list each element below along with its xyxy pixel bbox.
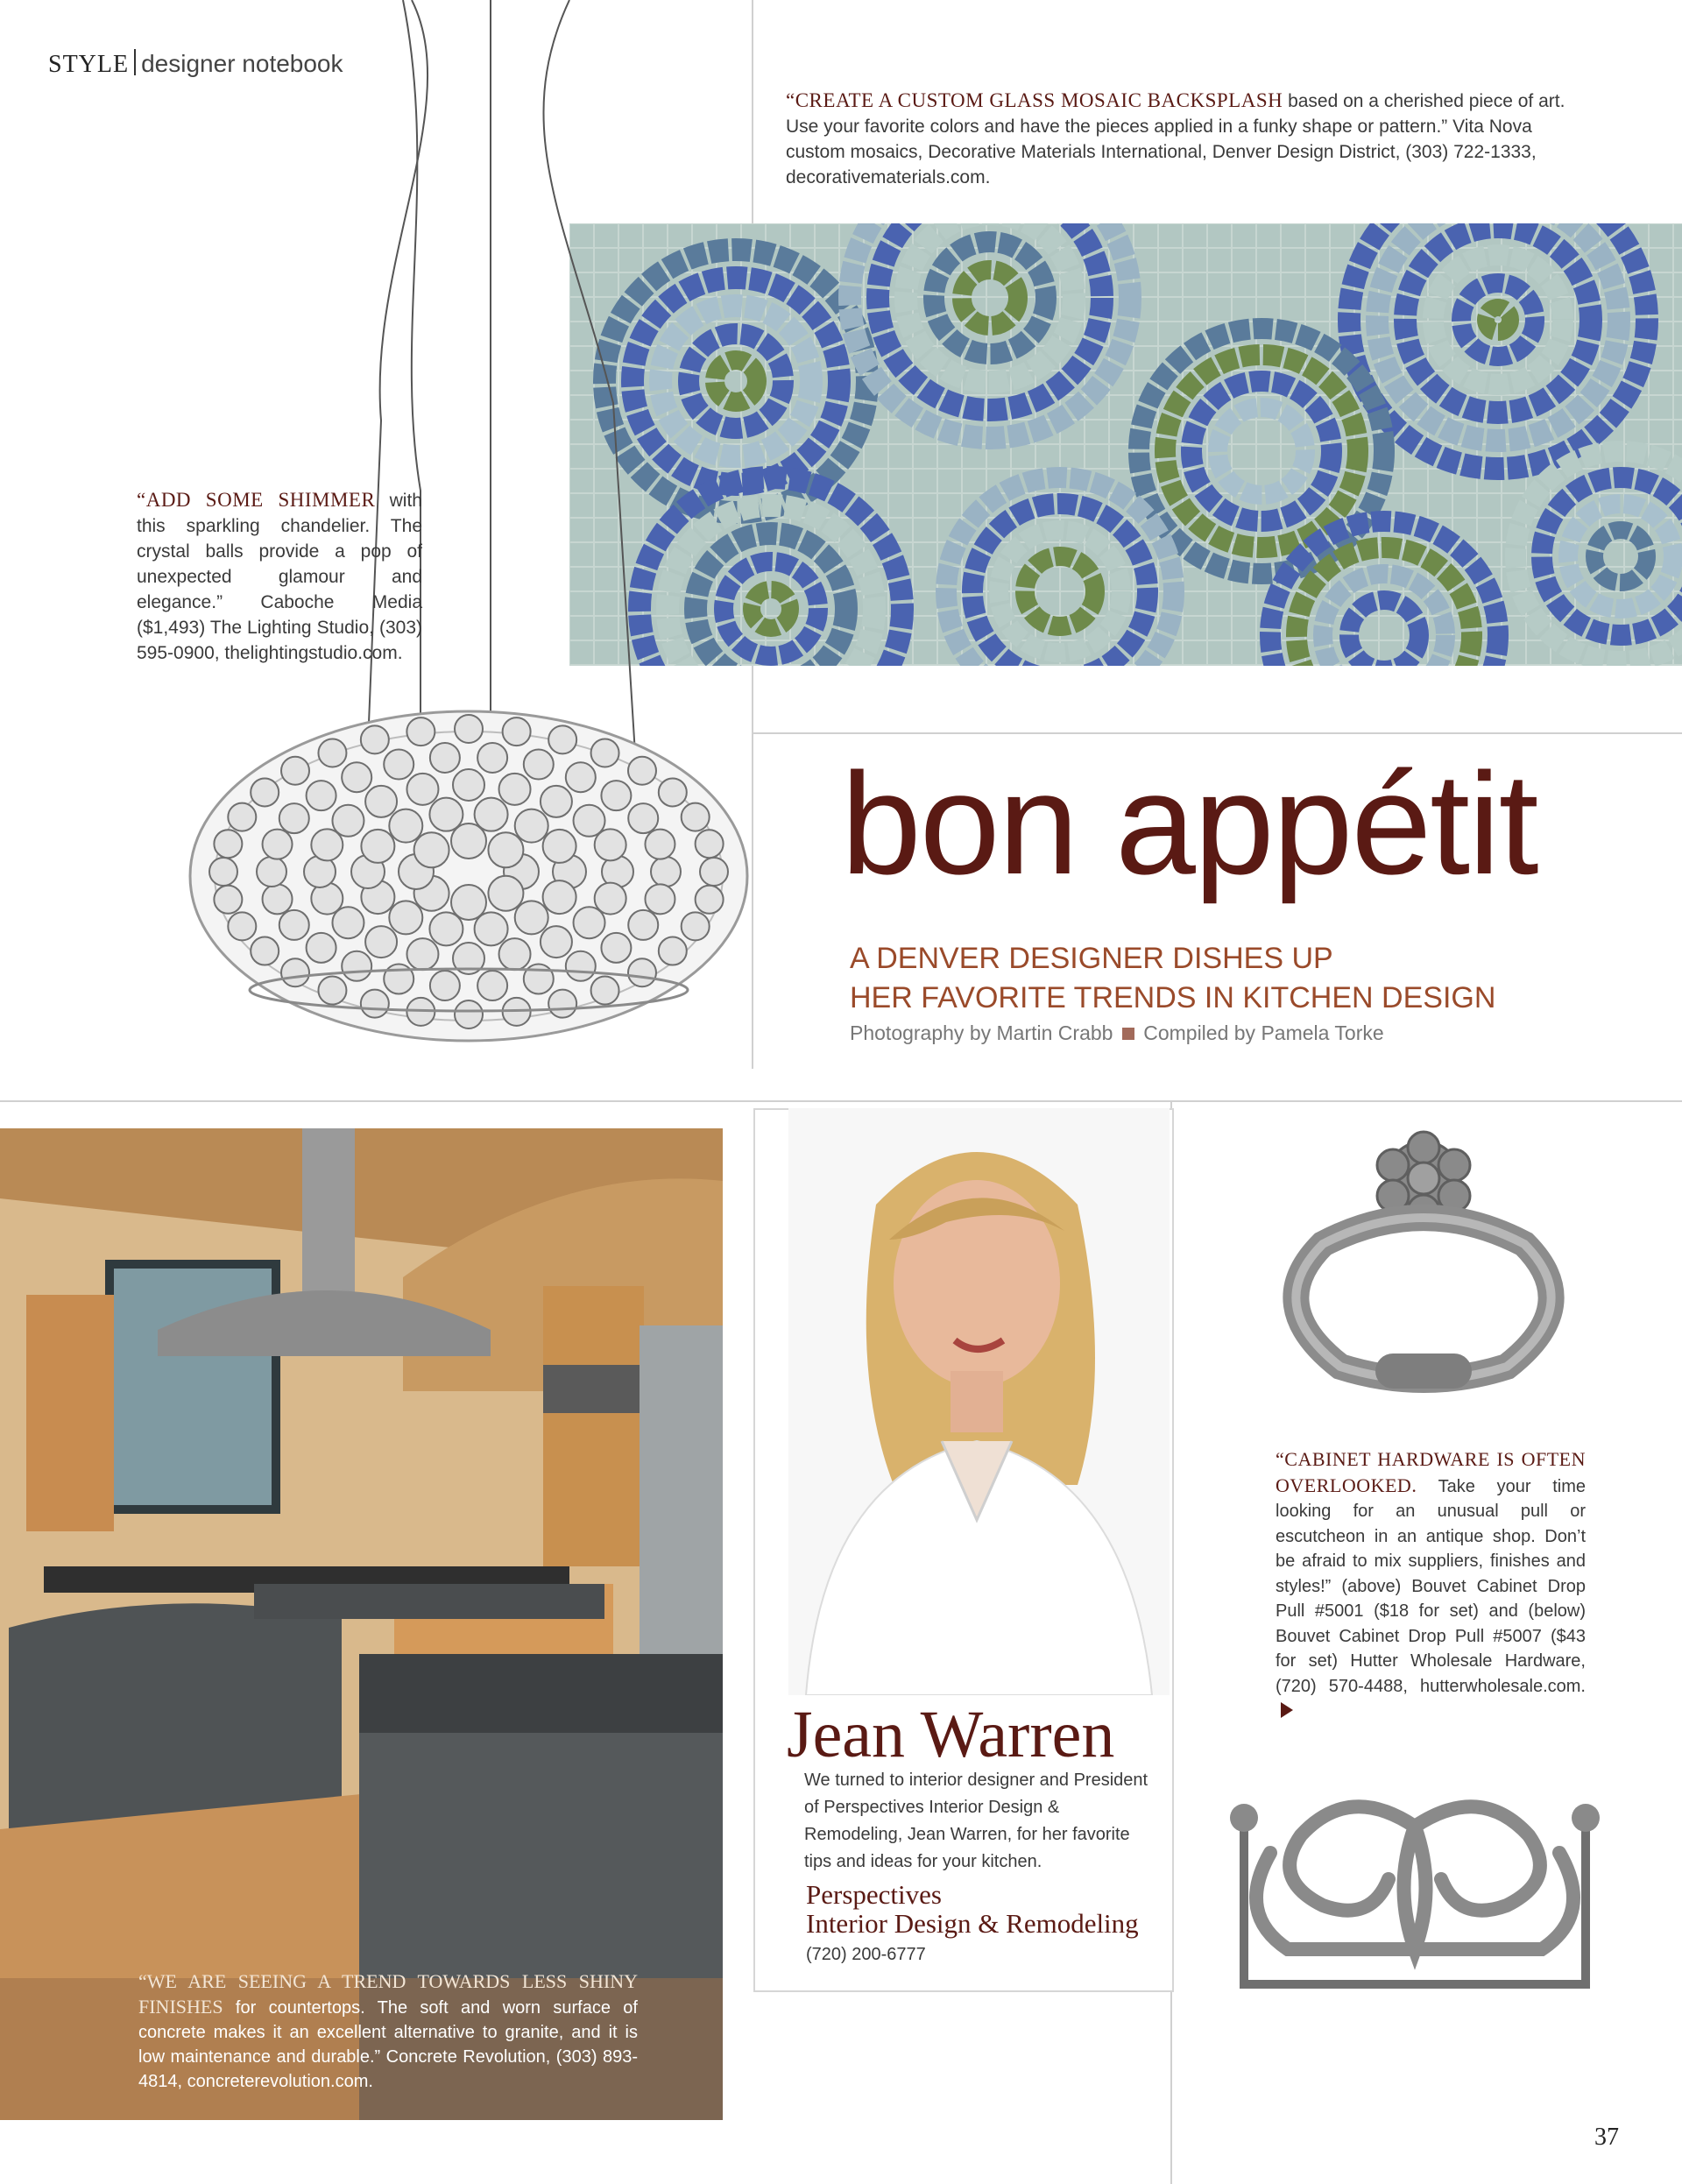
- crystal-ball: [700, 858, 728, 886]
- page-number: 37: [1594, 2124, 1619, 2151]
- crystal-ball: [499, 774, 531, 805]
- crystal-ball: [477, 971, 507, 1000]
- section-header: [48, 49, 343, 79]
- chandelier-caption: [137, 487, 422, 666]
- crystal-ball: [342, 951, 371, 981]
- crystal-ball: [541, 786, 572, 817]
- crystal-ball: [228, 803, 256, 831]
- crystal-ball: [406, 938, 438, 970]
- crystal-ball: [628, 958, 656, 986]
- crystal-ball: [524, 750, 554, 780]
- crystal-ball: [318, 739, 346, 767]
- deck-line-2: HER FAVORITE TRENDS IN KITCHEN DESIGN: [850, 981, 1496, 1014]
- crystal-ball: [453, 769, 484, 801]
- crystal-ball: [214, 830, 242, 858]
- crystal-ball: [548, 725, 576, 753]
- crystal-ball: [488, 832, 523, 867]
- mosaic-caption-lead: “CREATE A CUSTOM GLASS MOSAIC BACKSPLASH: [786, 89, 1283, 111]
- crystal-ball: [342, 762, 371, 792]
- crystal-ball: [541, 926, 572, 958]
- photo-credit: Photography by Martin Crabb: [850, 1021, 1113, 1044]
- mosaic-backsplash-image: [569, 223, 1682, 666]
- crystal-ball: [281, 757, 309, 785]
- hardware-caption-text: Take your time looking for an unusual pull or escutcheon in an antique shop. Don’t be afraid to mix suppliers, finishes and styles!” (above) Bouvet Cabinet Drop Pull #5001 ($18 for set) and (below) Bouvet Cabinet Drop Pull #5007 ($43 for set) Hutter Wholesale Hardware, (720) 570-4488, hutterwholesale.com.: [1276, 1476, 1586, 1696]
- crystal-ball: [477, 743, 507, 773]
- crystal-ball: [515, 809, 548, 843]
- drop-pull-5001-image: [1244, 1130, 1603, 1445]
- header-divider: [134, 49, 136, 75]
- crystal-ball: [591, 739, 619, 767]
- crystal-ball: [257, 857, 286, 887]
- crystal-ball: [645, 884, 675, 914]
- divider-title-top: [752, 732, 1682, 734]
- divider-top-vertical: [752, 0, 753, 223]
- crystal-ball: [307, 781, 336, 810]
- crystal-ball: [332, 805, 364, 837]
- crystal-ball: [475, 912, 508, 945]
- kitchen-caption-lead: “WE ARE SEEING A TREND TOWARDS LESS SHINY FINISHES: [138, 1970, 638, 2018]
- crystal-ball: [574, 907, 605, 938]
- chandelier-caption-lead: “ADD SOME SHIMMER: [137, 489, 376, 511]
- crystal-ball: [430, 743, 460, 773]
- designer-phone: (720) 200-6777: [806, 1945, 926, 1964]
- article-title: bon appétit: [841, 743, 1537, 904]
- crystal-ball: [548, 990, 576, 1018]
- hardware-caption: [1276, 1447, 1586, 1724]
- compiled-credit: Compiled by Pamela Torke: [1143, 1021, 1384, 1044]
- crystal-ball: [251, 778, 279, 806]
- company-line-2: Interior Design & Remodeling: [806, 1908, 1139, 1939]
- divider-lower: [0, 1100, 1682, 1102]
- crystal-ball: [651, 857, 681, 887]
- subsection-label: designer notebook: [141, 50, 343, 77]
- crystal-ball: [430, 971, 460, 1000]
- crystal-ball: [361, 725, 389, 753]
- drop-pull-5007-image: [1218, 1774, 1612, 2006]
- crystal-ball: [228, 912, 256, 940]
- article-deck: [850, 939, 1495, 1018]
- kitchen-caption-text: for countertops. The soft and worn surface of concrete makes it an excellent alternative to granite, and it is low maintenance and durable.” Concrete Revolution, (303) 893-4814, concreterevolution.com.: [138, 1998, 638, 2091]
- crystal-ball: [279, 910, 309, 940]
- crystal-ball: [455, 715, 483, 743]
- crystal-ball: [628, 803, 658, 833]
- crystal-ball: [279, 803, 309, 833]
- crystal-ball: [628, 910, 658, 940]
- deck-line-1: A DENVER DESIGNER DISHES UP: [850, 942, 1333, 975]
- crystal-ball: [696, 830, 724, 858]
- crystal-ball: [601, 781, 631, 810]
- crystal-ball: [414, 832, 449, 867]
- designer-portrait-photo: [788, 1108, 1170, 1695]
- mosaic-caption: [786, 88, 1574, 190]
- crystal-ball: [566, 951, 596, 981]
- crystal-ball: [455, 1000, 483, 1028]
- crystal-ball: [515, 901, 548, 934]
- crystal-ball: [628, 757, 656, 785]
- company-line-1: Perspectives: [806, 1879, 942, 1910]
- crystal-ball: [209, 858, 237, 886]
- crystal-ball: [361, 990, 389, 1018]
- crystal-ball: [543, 830, 576, 863]
- crystal-ball: [281, 958, 309, 986]
- crystal-ball: [566, 762, 596, 792]
- credit-separator-square: [1122, 1028, 1134, 1040]
- crystal-ball: [659, 937, 687, 965]
- crystal-ball: [601, 933, 631, 963]
- crystal-ball: [499, 938, 531, 970]
- crystal-ball: [595, 829, 626, 860]
- crystal-ball: [361, 830, 394, 863]
- crystal-ball: [214, 886, 242, 914]
- crystal-ball: [696, 886, 724, 914]
- designer-intro: We turned to interior designer and President of Perspectives Interior Design & Remodeling, Jean Warren, for her favorite tips and ideas for your kitchen.: [804, 1771, 1148, 1871]
- crystal-chandelier-image: [180, 701, 758, 1051]
- triangle-right-icon: [1281, 1702, 1293, 1718]
- crystal-ball: [406, 774, 438, 805]
- crystal-ball: [451, 885, 486, 920]
- crystal-ball: [591, 977, 619, 1005]
- crystal-ball: [406, 717, 435, 746]
- hardware-caption-lead: “CABINET HARDWARE IS OFTEN OVERLOOKED.: [1276, 1448, 1586, 1496]
- crystal-ball: [659, 778, 687, 806]
- designer-company: [806, 1880, 1139, 1938]
- designer-name: Jean Warren: [787, 1698, 1115, 1771]
- crystal-ball: [503, 717, 531, 746]
- crystal-ball: [645, 830, 675, 859]
- crystal-ball: [307, 933, 336, 963]
- crystal-ball: [451, 823, 486, 859]
- crystal-ball: [682, 912, 710, 940]
- crystal-ball: [251, 937, 279, 965]
- kitchen-caption: [138, 1969, 638, 2094]
- crystal-ball: [263, 830, 293, 859]
- chandelier-caption-text: with this sparkling chandelier. The crystal balls provide a pop of unexpected glamour and elegance.” Caboche Media ($1,493) The Lighting Studio, (303) 595-0900, thelightingstudio.com.: [137, 491, 422, 663]
- mosaic-caption-text: based on a cherished piece of art. Use your favorite colors and have the pieces applied in a funky shape or pattern.” Vita Nova custom mosaics, Decorative Materials International, Denver Design District, (303) 722-1333, decorativematerials.com.: [786, 91, 1565, 187]
- crystal-ball: [488, 876, 523, 911]
- crystal-ball: [365, 786, 397, 817]
- article-credits: [850, 1021, 1384, 1045]
- crystal-ball: [389, 901, 422, 934]
- section-label: STYLE: [48, 51, 130, 78]
- crystal-ball: [682, 803, 710, 831]
- crystal-ball: [543, 880, 576, 914]
- crystal-ball: [384, 750, 413, 780]
- crystal-ball: [389, 809, 422, 843]
- crystal-ball: [475, 798, 508, 831]
- crystal-ball: [429, 912, 463, 945]
- crystal-ball: [365, 926, 397, 958]
- crystal-ball: [429, 798, 463, 831]
- crystal-ball: [318, 977, 346, 1005]
- crystal-ball: [263, 884, 293, 914]
